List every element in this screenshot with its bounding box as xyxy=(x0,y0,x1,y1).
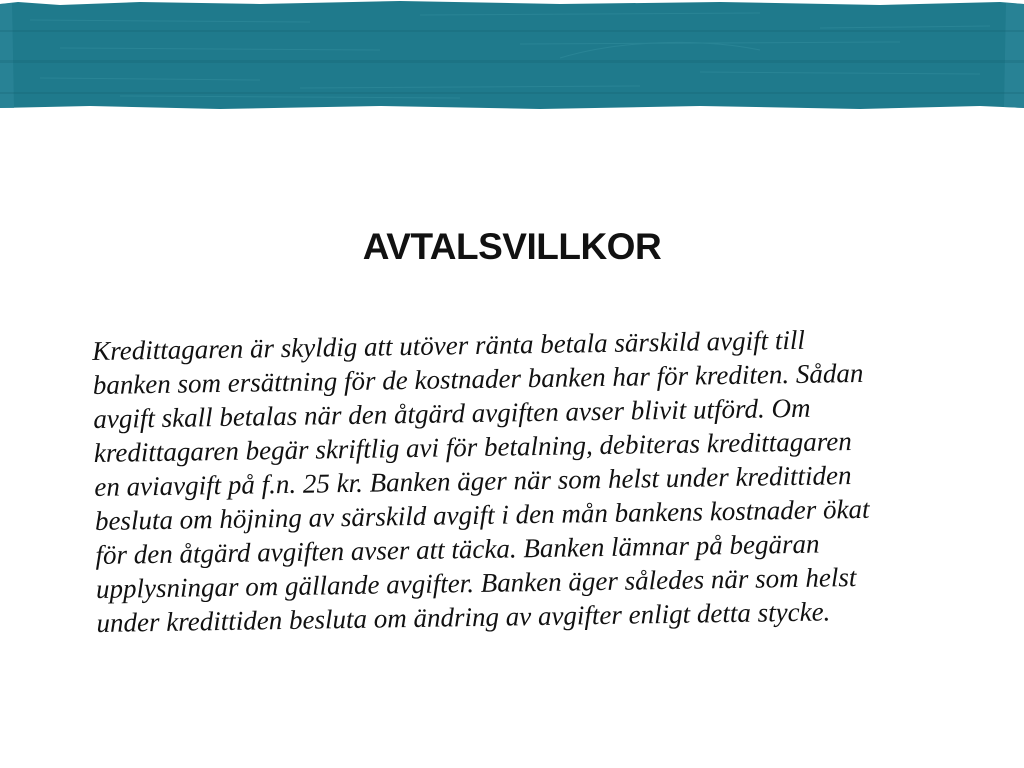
terms-line: en aviavgift på f.n. 25 kr. Banken äger när som helst under kredittiden xyxy=(94,460,852,502)
header-banner xyxy=(0,0,1024,110)
terms-line: under kredittiden besluta om ändring av avgifter enligt detta stycke. xyxy=(96,596,831,638)
terms-line: kredittagaren begär skriftlig avi för betalning, debiteras kredittagaren xyxy=(93,426,852,468)
terms-line: för den åtgärd avgiften avser att täcka. Banken lämnar på begäran xyxy=(95,528,820,570)
banner-texture xyxy=(0,0,1024,110)
terms-line: avgift skall betalas när den åtgärd avgiften avser blivit utförd. Om xyxy=(93,392,811,434)
terms-line: banken som ersättning för de kostnader banken har för krediten. Sådan xyxy=(92,357,864,400)
terms-line: besluta om höjning av särskild avgift i den mån bankens kostnader ökat xyxy=(94,493,870,536)
terms-line: Kredittagaren är skyldig att utöver ränta betala särskild avgift till xyxy=(92,324,806,366)
slide-title: AVTALSVILLKOR xyxy=(362,226,662,267)
terms-paragraph xyxy=(92,320,977,640)
terms-line: upplysningar om gällande avgifter. Banken äger således när som helst xyxy=(95,562,857,604)
